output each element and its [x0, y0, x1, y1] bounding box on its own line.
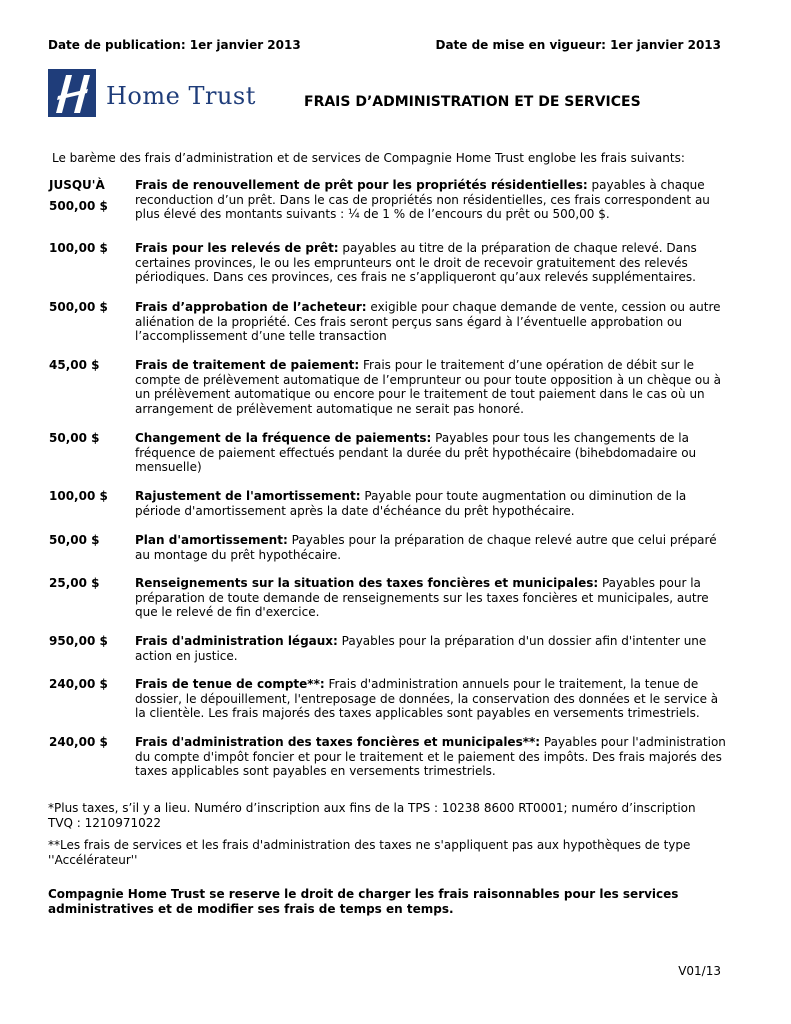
footnote-accelerator: **Les frais de services et les frais d'administration des taxes ne s'appliquent pas aux hypothèques de type ''Accélérateur'' [48, 838, 691, 867]
fee-name: Frais d'administration des taxes foncières et municipales**: [135, 735, 541, 749]
fee-amount: 240,00 $ [49, 735, 108, 749]
fee-text: Frais pour le traitement d’une opération de débit sur le compte de prélèvement automatique de l’emprunteur ou pour toute opposition à un chèque ou à un prélèvement automatique ou encore pour le traitement de tout paiement dans le cas où un arrangement de prélèvement automatique ne serait pas honoré. [135, 358, 722, 416]
fee-amount: 45,00 $ [49, 358, 100, 372]
home-trust-logo-mark-icon [48, 69, 96, 117]
fee-text: exigible pour chaque demande de vente, cession ou autre aliénation de la propriété. Ces frais seront perçus sans égard à l’éventuelle approbation ou l’accomplissement d’une telle transaction [135, 300, 721, 344]
fee-text: Payables pour tous les changements de la fréquence de paiement effectués pendant la durée du prêt hypothécaire (bihebdomadaire ou mensuelle) [135, 431, 697, 475]
fee-text: Payables pour la préparation d'un dossier afin d'intenter une action en justice. [135, 634, 707, 663]
fee-description [135, 300, 728, 344]
fee-name: Rajustement de l'amortissement: [135, 489, 361, 503]
intro-text: Le barème des frais d’administration et de services de Compagnie Home Trust englobe les frais suivants: [52, 151, 685, 165]
fee-description [135, 241, 728, 285]
fee-name: Plan d'amortissement: [135, 533, 288, 547]
fee-row-account-maintenance [48, 677, 728, 721]
fee-description [135, 634, 728, 663]
fee-name: Frais d’approbation de l’acheteur: [135, 300, 367, 314]
fee-text: Payables pour la préparation de chaque relevé autre que celui préparé au montage du prêt hypothécaire. [135, 533, 717, 562]
fee-amount: 25,00 $ [49, 576, 100, 590]
fee-name: Frais d'administration légaux: [135, 634, 338, 648]
fee-amount: 50,00 $ [49, 431, 100, 445]
fee-amount [49, 178, 129, 213]
effective-date: Date de mise en vigueur: 1er janvier 2013 [435, 38, 721, 52]
fee-description [135, 735, 728, 779]
fee-text: Payables pour l'administration du compte d'impôt foncier et pour le traitement et le paiement des impôts. Des frais majorés des taxes applicables sont payables en versements trimestriels. [135, 735, 726, 779]
fee-name: Frais de renouvellement de prêt pour les propriétés résidentielles: [135, 178, 588, 192]
fee-row-tax-administration [48, 735, 728, 779]
fee-amount: 50,00 $ [49, 533, 100, 547]
document-title: FRAIS D’ADMINISTRATION ET DE SERVICES [304, 94, 641, 110]
fee-row-legal-administration [48, 634, 728, 663]
fee-description [135, 489, 728, 518]
fee-name: Renseignements sur la situation des taxes foncières et municipales: [135, 576, 599, 590]
fee-text: payables à chaque reconduction d’un prêt. Dans le cas de propriétés non résidentielles, ces frais correspondent au plus élevé des montants suivants : ¼ de 1 % de l’encours du prêt ou 500,00 $. [135, 178, 710, 222]
fee-amount: 240,00 $ [49, 677, 108, 691]
fee-text: Frais d'administration annuels pour le traitement, la tenue de dossier, le dépouillement, l'entreposage de données, la conservation des données et le service à la clientèle. Les frais majorés des taxes applicables sont payables en versements trimestriels. [135, 677, 719, 721]
fee-description [135, 576, 728, 620]
fee-row-renewal [48, 178, 728, 222]
fee-list [48, 178, 728, 779]
fee-name: Changement de la fréquence de paiements: [135, 431, 432, 445]
fee-description [135, 677, 728, 721]
fee-text: payables au titre de la préparation de chaque relevé. Dans certaines provinces, le ou les emprunteurs ont le droit de recevoir gratuitement des relevés périodiques. Dans ces provinces, ces frais ne s’appliqueront qu’aux relevés supplémentaires. [135, 241, 697, 285]
publication-date: Date de publication: 1er janvier 2013 [48, 38, 301, 52]
fee-description [135, 178, 728, 222]
fee-description [135, 431, 728, 475]
footnote-taxes: *Plus taxes, s’il y a lieu. Numéro d’inscription aux fins de la TPS : 10238 8600 RT0001; numéro d’inscription TVQ : 1210971022 [48, 801, 696, 830]
fee-row-statements [48, 241, 728, 285]
version-label: V01/13 [678, 964, 721, 978]
fee-amount: 100,00 $ [49, 241, 108, 255]
fee-row-amortization-plan [48, 533, 728, 562]
home-trust-logo [48, 69, 268, 119]
fee-name: Frais pour les relevés de prêt: [135, 241, 339, 255]
fee-description [135, 358, 728, 416]
logo-wordmark: Home Trust [106, 82, 256, 110]
fee-amount: 950,00 $ [49, 634, 108, 648]
fee-description [135, 533, 728, 562]
fee-amount: 500,00 $ [49, 300, 108, 314]
fee-row-payment-processing [48, 358, 728, 416]
fee-name: Frais de traitement de paiement: [135, 358, 360, 372]
fee-row-amortization-adjustment [48, 489, 728, 518]
fee-row-buyer-approval [48, 300, 728, 344]
fee-amount: 100,00 $ [49, 489, 108, 503]
closing-statement: Compagnie Home Trust se reserve le droit de charger les frais raisonnables pour les services administratives et de modifier ses frais de temps en temps. [48, 887, 679, 916]
fee-row-tax-information [48, 576, 728, 620]
fee-name: Frais de tenue de compte**: [135, 677, 325, 691]
fee-row-payment-frequency [48, 431, 728, 475]
footnotes [48, 801, 708, 875]
fee-text: Payable pour toute augmentation ou diminution de la période d'amortissement après la date d'échéance du prêt hypothécaire. [135, 489, 687, 518]
fee-amount-prefix: JUSQU'À [49, 178, 105, 192]
fee-text: Payables pour la préparation de toute demande de renseignements sur les taxes foncières et municipales, autre que le relevé de fin d'exercice. [135, 576, 709, 620]
fee-amount-value: 500,00 $ [49, 198, 108, 213]
